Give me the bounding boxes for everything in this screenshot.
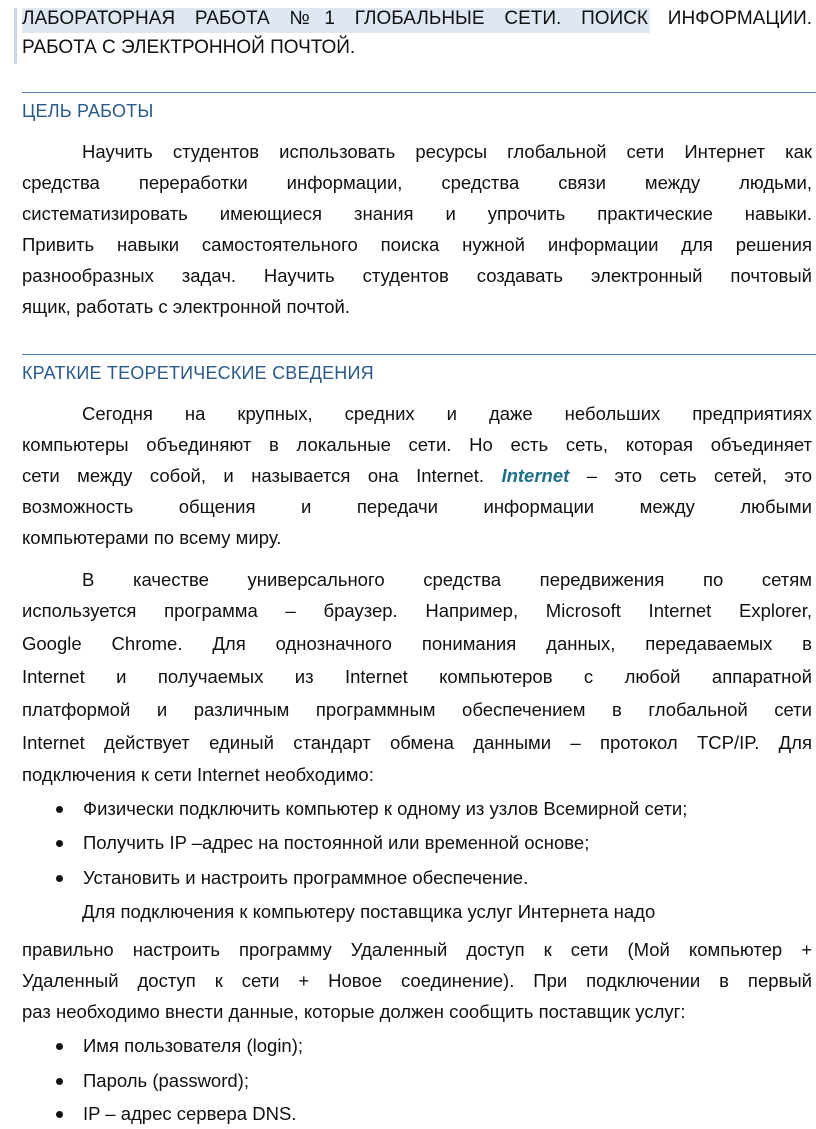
theory-line: платформой и различным программным обеспечением в глобальной сети: [22, 699, 812, 720]
list-item-text: Пароль (password);: [83, 1070, 249, 1091]
goal-line: систематизировать имеющиеся знания и упрочить практические навыки.: [22, 203, 812, 224]
list-item: [52, 862, 812, 893]
goal-line: ящик, работать с электронной почтой.: [22, 296, 351, 317]
section-divider: [22, 354, 816, 355]
title-line-2[interactable]: РАБОТА С ЭЛЕКТРОННОЙ ПОЧТОЙ.: [22, 37, 356, 58]
text-fragment: сети между собой, и называется она Internet.: [22, 465, 502, 486]
list-item: [52, 1030, 812, 1061]
goal-line: средства переработки информации, средства связи между людьми,: [22, 172, 812, 193]
bullet-icon: [56, 875, 63, 882]
theory-line: Google Chrome. Для однозначного понимания данных, передаваемых в: [22, 633, 812, 654]
list-item-text: Установить и настроить программное обеспечение.: [83, 867, 529, 888]
bullet-icon: [56, 1043, 63, 1050]
list-item: [52, 793, 812, 824]
selection-caret-bar: [14, 8, 17, 64]
list-item: [52, 1098, 812, 1129]
theory-line: используется программа – браузер. Например, Microsoft Internet Explorer,: [22, 600, 812, 621]
theory-line: В качестве универсального средства передвижения по сетям: [82, 569, 812, 590]
bullet-icon: [56, 840, 63, 847]
title-line-1[interactable]: ЛАБОРАТОРНАЯ РАБОТА №1 ГЛОБАЛЬНЫЕ СЕТИ. ПОИСК ИНФОРМАЦИИ.: [22, 8, 812, 29]
theory-line: подключения к сети Internet необходимо:: [22, 764, 374, 785]
theory-line: правильно настроить программу Удаленный доступ к сети (Мой компьютер +: [22, 939, 812, 960]
bullet-icon: [56, 1111, 63, 1118]
section-heading-goal: ЦЕЛЬ РАБОТЫ: [22, 101, 154, 121]
goal-line: Научить студентов использовать ресурсы глобальной сети Интернет как: [82, 141, 812, 162]
section-heading-theory: КРАТКИЕ ТЕОРЕТИЧЕСКИЕ СВЕДЕНИЯ: [22, 363, 374, 383]
theory-line: Internet действует единый стандарт обмена данными – протокол TCP/IP. Для: [22, 732, 812, 753]
bullet-icon: [56, 1078, 63, 1085]
theory-line: компьютеры объединяют в локальные сети. Но есть сеть, которая объединяет: [22, 434, 812, 455]
theory-line: [22, 460, 812, 491]
theory-line: раз необходимо внести данные, которые должен сообщить поставщик услуг:: [22, 1001, 686, 1022]
goal-line: Привить навыки самостоятельного поиска нужной информации для решения: [22, 234, 812, 255]
theory-line: Сегодня на крупных, средних и даже небольших предприятиях: [82, 403, 812, 424]
theory-line: возможность общения и передачи информации между любыми: [22, 496, 812, 517]
theory-line: компьютерами по всему миру.: [22, 527, 282, 548]
list-item-text: Физически подключить компьютер к одному из узлов Всемирной сети;: [83, 798, 688, 819]
list-item-text: Имя пользователя (login);: [83, 1035, 304, 1056]
document-title: [22, 4, 812, 62]
list-item: [52, 1065, 812, 1096]
bullet-icon: [56, 806, 63, 813]
section-divider: [22, 92, 816, 93]
list-item-text: Получить IP –адрес на постоянной или временной основе;: [83, 832, 590, 853]
internet-term: Internet: [501, 465, 570, 486]
theory-line: Удаленный доступ к сети + Новое соединение). При подключении в первый: [22, 970, 812, 991]
list-item-text: IP – адрес сервера DNS.: [83, 1103, 297, 1124]
theory-line: Для подключения к компьютеру поставщика услуг Интернета надо: [82, 901, 656, 922]
text-fragment: – это сеть сетей, это: [569, 465, 813, 486]
list-item: [52, 827, 812, 858]
theory-line: Internet и получаемых из Internet компьютеров с любой аппаратной: [22, 666, 812, 687]
goal-line: разнообразных задач. Научить студентов создавать электронный почтовый: [22, 265, 812, 286]
